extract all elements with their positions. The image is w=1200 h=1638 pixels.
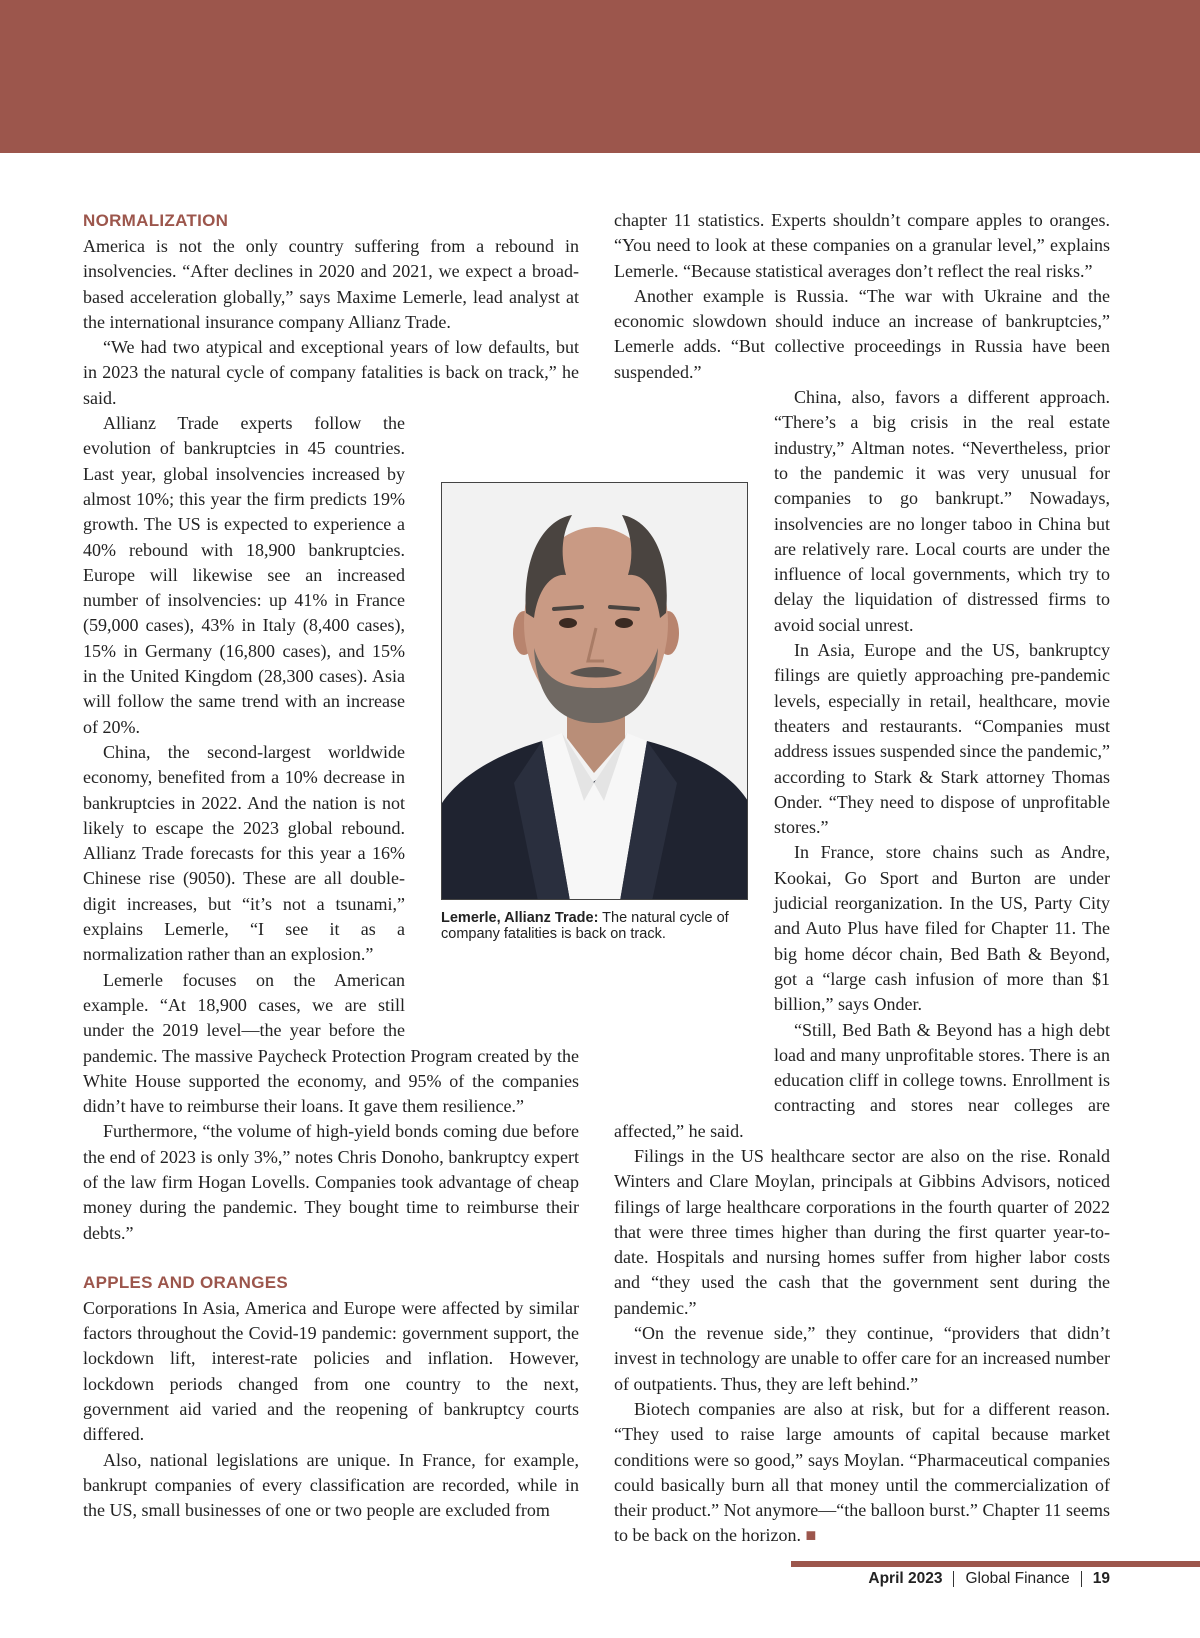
caption-text: The natural cycle of company fatalities is back on track. — [441, 910, 729, 942]
section-heading-apples-and-oranges: APPLES AND ORANGES — [83, 1272, 289, 1292]
paragraph: Another example is Russia. “The war with Ukraine and the economic slowdown should induce an increase of bankruptcies,” Lemerle adds. “But collective proceedings in Russia have been suspended.” — [614, 285, 1110, 382]
footer-separator — [1081, 1571, 1082, 1587]
footer-separator — [953, 1571, 954, 1587]
portrait-illustration — [442, 483, 748, 900]
paragraph: America is not the only country suffering from a rebound in insolvencies. “After declines in 2020 and 2021, we expect a broad-based acceleration globally,” says Maxime Lemerle, lead analyst at the international insurance company Allianz Trade. — [83, 236, 579, 332]
portrait-photo — [441, 482, 748, 900]
footer-date: April 2023 — [868, 1570, 943, 1587]
paragraph: In France, store chains such as Andre, Kookai, Go Sport and Burton are under judicial reorganization. In the US, Party City and Auto Plus have filed for Chapter 11. The big home décor chain, Bed Bath & Beyond, got a “large cash infusion of more than $1 billion,” says Onder. — [774, 842, 1110, 1015]
paragraph: Furthermore, “the volume of high-yield bonds coming due before the end of 2023 is only 3%,” notes Chris Donoho, bankruptcy expert of the law firm Hogan Lovells. Companies took advantage of cheap money during the pandemic. They bought time to reimburse their debts.” — [83, 1121, 579, 1243]
paragraph: “Still, Bed Bath & Beyond has a high debt load and many unprofitable stores. There is an education cliff in college towns. Enrollment is contracting and stores near colleges are affected,” he said. — [614, 1019, 1110, 1141]
paragraph: Corporations In Asia, America and Europe were affected by similar factors throughout the Covid-19 pandemic: government support, the lockdown lift, interest-rate policies and inflation. However, lockdown periods changed from one country to the next, government aid varied and the reopening of bankruptcy courts differed. — [83, 1297, 579, 1445]
paragraph: chapter 11 statistics. Experts shouldn’t compare apples to oranges. “You need to look at these companies on a granular level,” explains Lemerle. “Because statistical averages don’t reflect the real risks.” — [614, 210, 1110, 281]
header-band — [0, 0, 1200, 153]
caption-name: Lemerle, Allianz Trade: — [441, 910, 599, 926]
footer-rule — [791, 1561, 1200, 1567]
paragraph: Lemerle focuses on the American example. “At 18,900 cases, we are still under the 2019 level—the year before the pandemic. The massive Paycheck Protection Program created by the White House supported the economy, and 95% of the companies didn’t have to reimburse their loans. It gave them resilience.” — [83, 969, 579, 1117]
paragraph: Allianz Trade experts follow the evolution of bankruptcies in 45 countries. Last year, global insolvencies increased by almost 10%; this year the firm predicts 19% growth. The US is expected to experience a 40% rebound with 18,900 bankruptcies. Europe will likewise see an increased number of insolvencies: up 41% in France (59,000 cases), 43% in Italy (8,400 cases), 15% in Germany (16,800 cases), and 15% in the United Kingdom (28,300 cases). Asia will follow the same trend with an increase of 20%. — [83, 413, 405, 737]
paragraph: In Asia, Europe and the US, bankruptcy filings are quietly approaching pre-pandemic levels, especially in retail, healthcare, movie theaters and restaurants. “Companies must address issues suspended since the pandemic,” according to Stark & Stark attorney Thomas Onder. “They need to dispose of unprofitable stores.” — [774, 640, 1110, 838]
photo-caption — [441, 910, 751, 942]
end-mark-icon: ■ — [805, 1525, 817, 1546]
page-footer — [868, 1570, 1110, 1588]
page-number: 19 — [1092, 1570, 1110, 1587]
paragraph-text: Biotech companies are also at risk, but for a different reason. “They used to raise large amounts of capital because market conditions were so good,” says Moylan. “Pharmaceutical companies could basically burn all that money until the commercialization of their product.” Not anymore—“the balloon burst.” Chapter 11 seems to be back on the horizon. — [614, 1398, 1110, 1546]
paragraph-final — [614, 1397, 1110, 1549]
paragraph: Filings in the US healthcare sector are also on the rise. Ronald Winters and Clare Moylan, principals at Gibbins Advisors, noticed filings of large healthcare corporations in the fourth quarter of 2022 that were three times higher than during the first quarter year-to-date. Hospitals and nursing homes suffer from higher labor costs and “they used the cash that the government sent during the pandemic.” — [614, 1145, 1110, 1318]
section-heading-normalization: NORMALIZATION — [83, 211, 229, 230]
paragraph: China, also, favors a different approach. “There’s a big crisis in the real estate industry,” Altman notes. “Nevertheless, prior to the pandemic it was very unusual for companies to go bankrupt.” Nowadays, insolvencies are no longer taboo in China but are relatively rare. Local courts are under the influence of local governments, which try to delay the liquidation of distressed firms to avoid social unrest. — [774, 387, 1110, 635]
paragraph: “We had two atypical and exceptional years of low defaults, but in 2023 the natural cycle of company fatalities is back on track,” he said. — [83, 337, 579, 408]
paragraph: “On the revenue side,” they continue, “providers that didn’t invest in technology are unable to offer care for an increased number of outpatients. Thus, they are left behind.” — [614, 1323, 1110, 1394]
paragraph: China, the second-largest worldwide economy, benefited from a 10% decrease in bankruptcies in 2022. And the nation is not likely to escape the 2023 global rebound. Allianz Trade forecasts for this year a 16% Chinese rise (9050). These are all double-digit increases, but “it’s not a tsunami,” explains Lemerle, “I see it as a normalization rather than an explosion.” — [83, 741, 405, 965]
paragraph: Also, national legislations are unique. In France, for example, bankrupt companies of every classification are recorded, while in the US, small businesses of one or two people are excluded from — [83, 1449, 579, 1521]
footer-publication: Global Finance — [965, 1570, 1070, 1587]
